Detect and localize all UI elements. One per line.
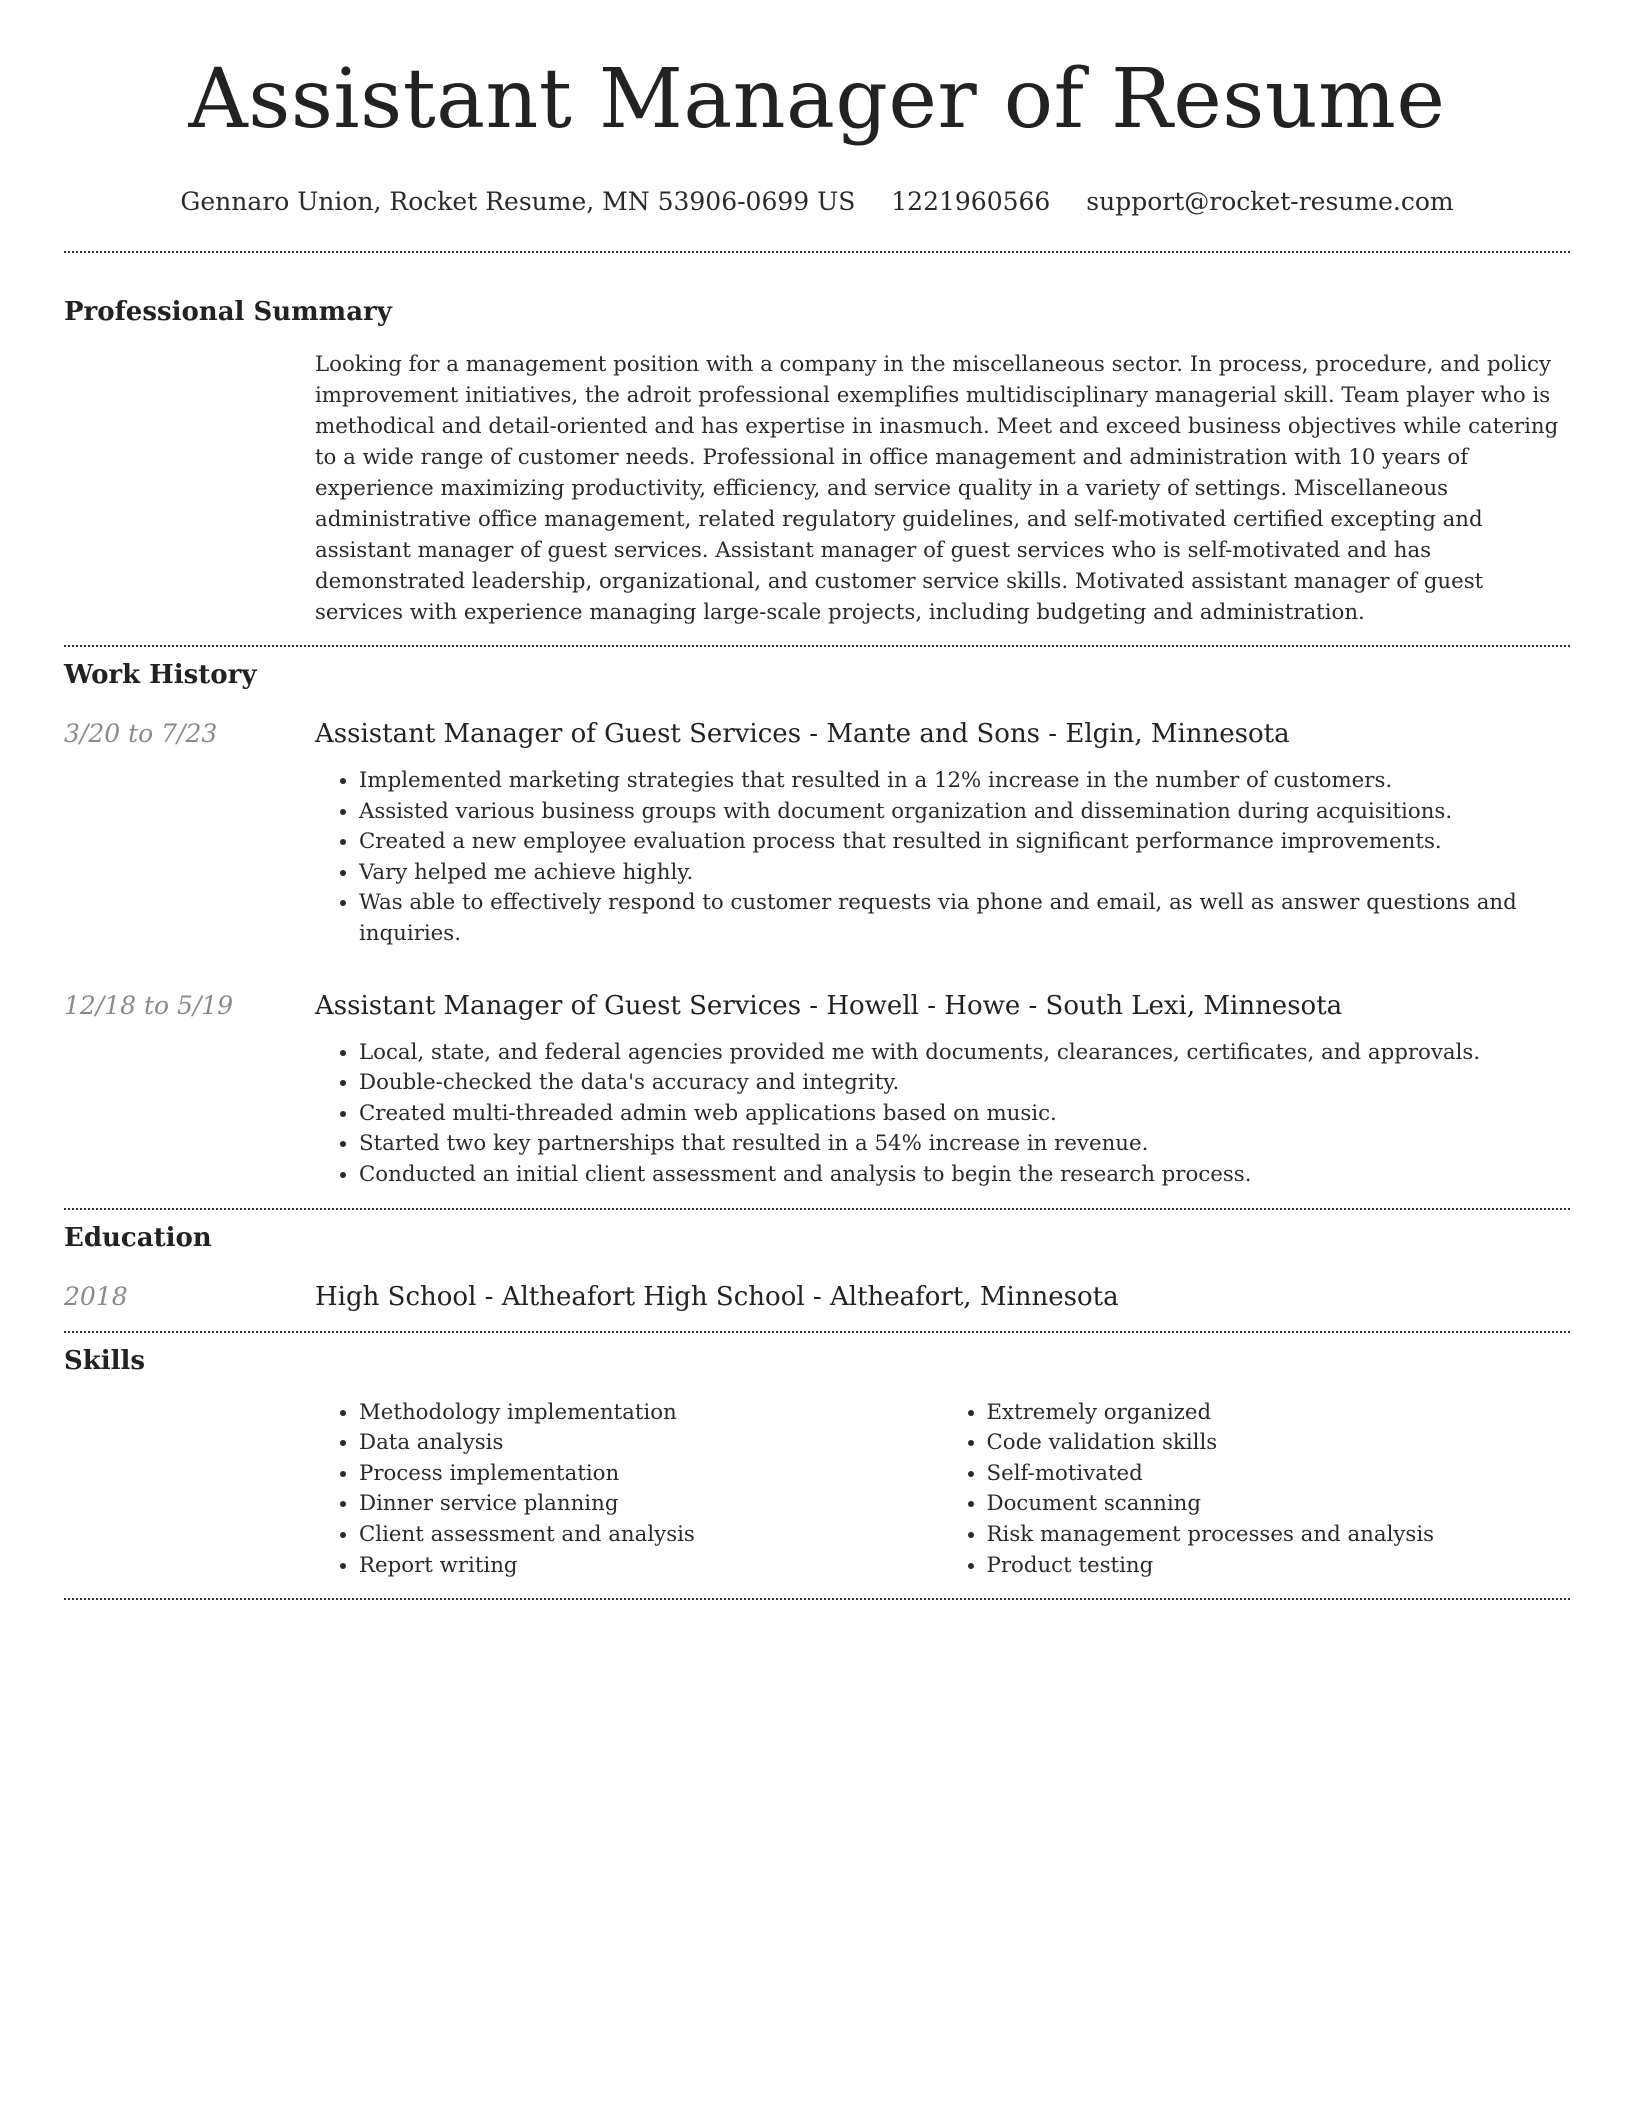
resume-header — [64, 0, 1570, 218]
job-dates: 12/18 to 5/19 — [64, 990, 234, 1020]
job-entry — [64, 717, 1570, 950]
list-item: • Was able to effectively respond to customer requests via phone and email, as well as answer questions and inquiries. — [359, 888, 1570, 949]
list-item: • Risk management processes and analysis — [987, 1520, 1571, 1551]
contact-email: support@rocket-resume.com — [1086, 187, 1454, 216]
job-heading: Assistant Manager of Guest Services - Howell - Howe - South Lexi, Minnesota — [315, 990, 1343, 1021]
summary-section — [64, 253, 1570, 628]
job-bullets — [315, 766, 1570, 950]
education-entry — [64, 1280, 1570, 1314]
list-item: • Methodology implementation — [359, 1398, 943, 1429]
work-history-section — [64, 647, 1570, 1191]
job-entry — [64, 989, 1570, 1191]
education-heading: High School - Altheafort High School - Altheafort, Minnesota — [315, 1281, 1119, 1312]
education-section — [64, 1210, 1570, 1314]
list-item: • Started two key partnerships that resulted in a 54% increase in revenue. — [359, 1129, 1570, 1160]
list-item: • Local, state, and federal agencies provided me with documents, clearances, certificates, and approvals. — [359, 1038, 1570, 1069]
job-bullets — [315, 1038, 1570, 1191]
divider — [64, 1598, 1570, 1600]
list-item: • Created a new employee evaluation process that resulted in significant performance improvements. — [359, 827, 1570, 858]
job-heading: Assistant Manager of Guest Services - Mante and Sons - Elgin, Minnesota — [315, 719, 1290, 749]
list-item: • Created multi-threaded admin web applications based on music. — [359, 1099, 1570, 1130]
skills-section — [64, 1333, 1570, 1582]
list-item: • Self-motivated — [987, 1459, 1571, 1490]
list-item: • Data analysis — [359, 1428, 943, 1459]
list-item: • Extremely organized — [987, 1398, 1571, 1429]
list-item: • Implemented marketing strategies that resulted in a 12% increase in the number of customers. — [359, 766, 1570, 797]
list-item: • Assisted various business groups with document organization and dissemination during acquisitions. — [359, 797, 1570, 828]
contact-line — [64, 186, 1570, 218]
list-item: • Client assessment and analysis — [359, 1520, 943, 1551]
list-item: • Vary helped me achieve highly. — [359, 858, 1570, 889]
job-dates: 3/20 to 7/23 — [64, 719, 218, 748]
list-item: • Product testing — [987, 1551, 1571, 1582]
skills-columns — [64, 1398, 1570, 1582]
resume-page — [64, 0, 1570, 1600]
section-title-skills: Skills — [64, 1345, 146, 1376]
skills-list-left — [315, 1398, 943, 1582]
education-year: 2018 — [64, 1281, 128, 1311]
contact-address: Gennaro Union, Rocket Resume, MN 53906-0699 US — [180, 187, 856, 216]
section-title-summary: Professional Summary — [64, 297, 392, 327]
contact-phone: 1221960566 — [891, 187, 1051, 216]
section-title-work: Work History — [64, 660, 257, 690]
list-item: • Dinner service planning — [359, 1489, 943, 1520]
list-item: • Report writing — [359, 1551, 943, 1582]
candidate-name: Assistant Manager of Resume — [188, 52, 1446, 147]
list-item: • Double-checked the data's accuracy and integrity. — [359, 1068, 1570, 1099]
skills-list-right — [943, 1398, 1571, 1582]
section-title-education: Education — [64, 1222, 212, 1253]
list-item: • Process implementation — [359, 1459, 943, 1490]
list-item: • Conducted an initial client assessment and analysis to begin the research process. — [359, 1160, 1570, 1191]
summary-text: Looking for a management position with a company in the miscellaneous sector. In process, procedure, and policy improvement initiatives, the adroit professional exemplifies multidisciplinary managerial skill. Team player who is methodical and detail-oriented and has expertise in inasmuch. Meet and exceed business objectives while catering to a wide range of customer needs. Professional in office management and administration with 10 years of experience maximizing productivity, efficiency, and service quality in a variety of settings. Miscellaneous administrative office management, related regulatory guidelines, and self-motivated certified excepting and assistant manager of guest services. Assistant manager of guest services who is self-motivated and has demonstrated leadership, organizational, and customer service skills. Motivated assistant manager of guest services with experience managing large-scale projects, including budgeting and administration. — [315, 352, 1559, 625]
list-item: • Document scanning — [987, 1489, 1571, 1520]
list-item: • Code validation skills — [987, 1428, 1571, 1459]
